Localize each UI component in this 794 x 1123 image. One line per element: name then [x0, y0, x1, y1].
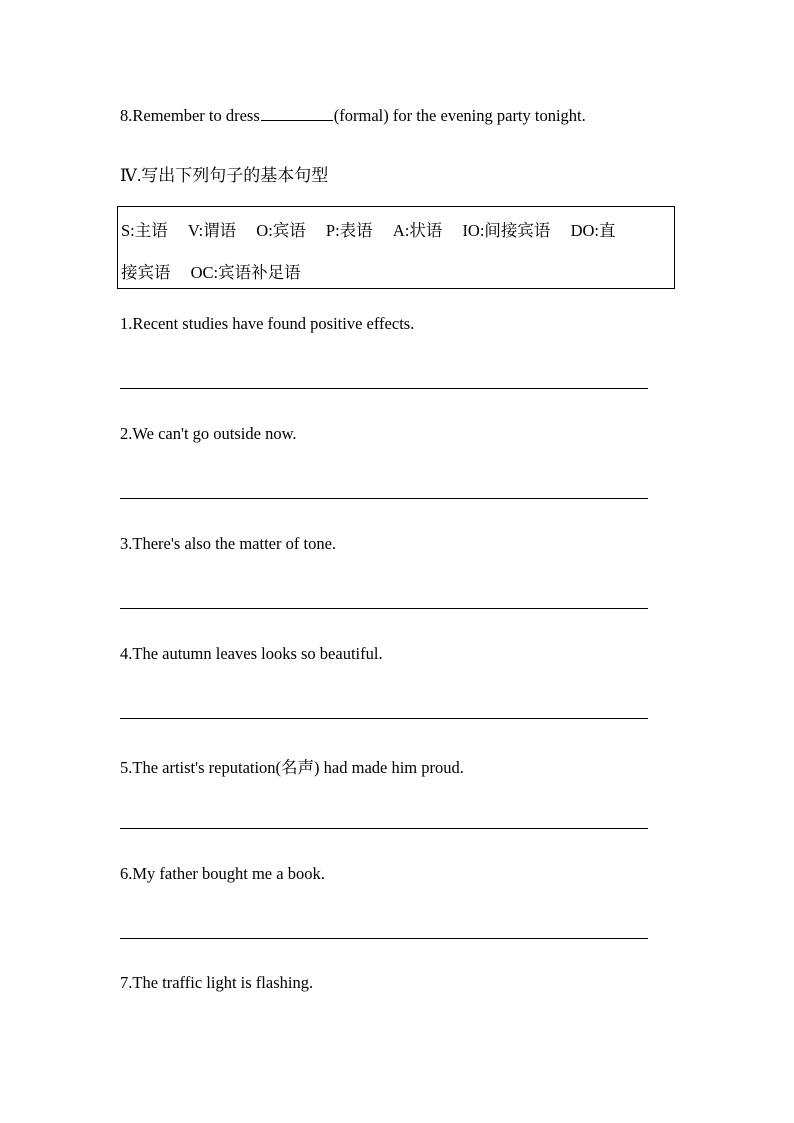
answer-line-5[interactable] — [120, 828, 648, 829]
question-8-prefix: 8.Remember to dress — [120, 106, 260, 125]
sentence-1: 1.Recent studies have found positive effects. — [120, 314, 415, 333]
legend-box — [117, 206, 675, 289]
sentence-5: 5.The artist's reputation(名声) had made him proud. — [120, 758, 464, 777]
legend-row-1 — [121, 217, 615, 241]
sentence-2: 2.We can't go outside now. — [120, 424, 297, 443]
answer-line-2[interactable] — [120, 498, 648, 499]
legend-subject: S:主语 — [121, 221, 168, 240]
legend-direct-object-end: 接宾语 — [121, 263, 171, 282]
question-8-blank[interactable] — [261, 106, 333, 121]
answer-line-3[interactable] — [120, 608, 648, 609]
answer-line-1[interactable] — [120, 388, 648, 389]
legend-adverbial: A:状语 — [392, 221, 443, 240]
legend-object-complement: OC:宾语补足语 — [190, 263, 301, 282]
sentence-6: 6.My father bought me a book. — [120, 864, 325, 883]
sentence-3: 3.There's also the matter of tone. — [120, 534, 337, 553]
sentence-7: 7.The traffic light is flashing. — [120, 973, 314, 992]
question-8 — [120, 106, 586, 126]
legend-predicative: P:表语 — [325, 221, 373, 240]
legend-direct-object-start: DO:直 — [570, 221, 616, 240]
section-title: Ⅳ.写出下列句子的基本句型 — [120, 166, 329, 185]
legend-verb: V:谓语 — [187, 221, 237, 240]
sentence-4: 4.The autumn leaves looks so beautiful. — [120, 644, 383, 663]
legend-object: O:宾语 — [256, 221, 306, 240]
answer-line-6[interactable] — [120, 938, 648, 939]
answer-line-4[interactable] — [120, 718, 648, 719]
legend-indirect-object: IO:间接宾语 — [462, 221, 551, 240]
question-8-suffix: (formal) for the evening party tonight. — [333, 106, 586, 125]
legend-row-2 — [121, 259, 317, 283]
